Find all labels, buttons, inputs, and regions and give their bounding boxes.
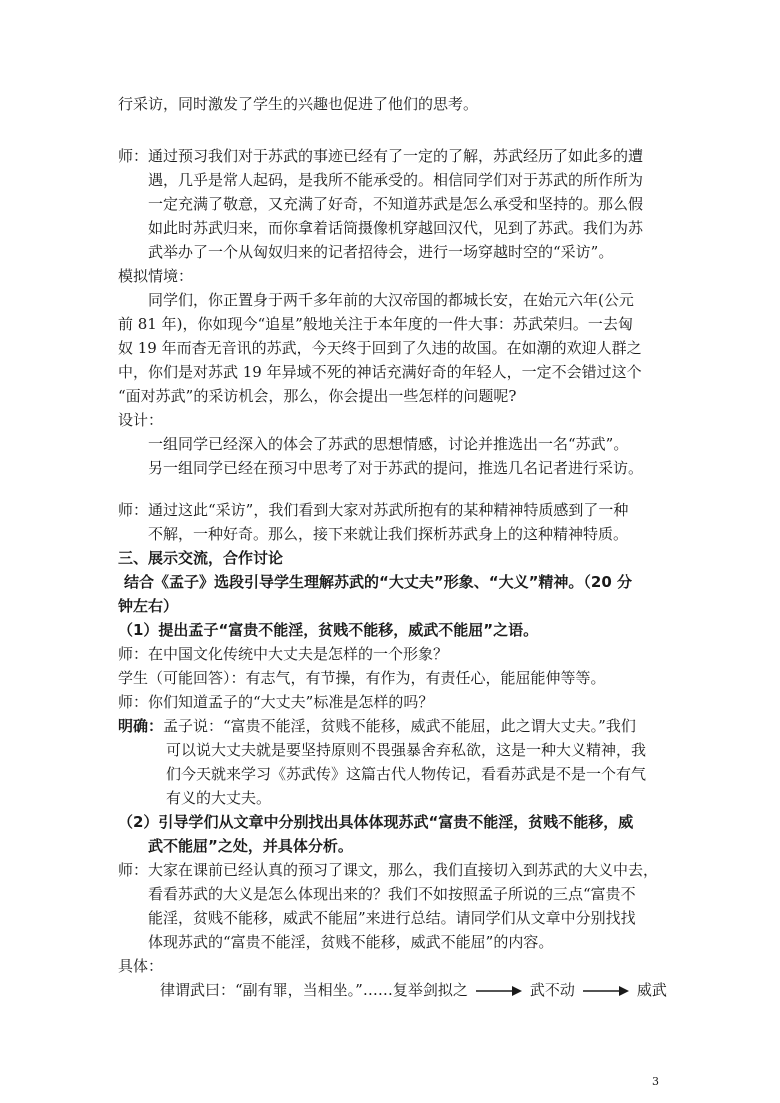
section-heading: 三、展示交流，合作讨论 — [118, 549, 284, 567]
text-line: 体现苏武的“富贵不能淫，贫贱不能移，威武不能屈”的内容。 — [148, 933, 554, 951]
result-text: 威武 — [636, 981, 667, 999]
text-line: 结合《孟子》选段引导学生理解苏武的“大丈夫”形象、“大义”精神。（20 分 — [124, 573, 633, 591]
text-line: 具体： — [118, 957, 164, 975]
text-line: 一定充满了敬意，又充满了好奇，不知道苏武是怎么承受和坚持的。那么假 — [148, 195, 644, 213]
text-line: 师：你们知道孟子的“大丈夫”标准是怎样的吗？ — [118, 693, 434, 711]
text-line: 前 81 年)，你如现今“追星”般地关注于本年度的一件大事：苏武荣归。一去匈 — [118, 315, 633, 333]
text-line — [160, 980, 667, 1000]
text-line: 模拟情境： — [118, 267, 194, 285]
text-line: 学生（可能回答）：有志气，有节操，有作为，有责任心，能屈能伸等等。 — [118, 669, 606, 687]
text-line: 们今天就来学习《苏武传》这篇古代人物传记，看看苏武是不是一个有气 — [166, 765, 647, 783]
text-line — [118, 716, 636, 736]
text-line: 一组同学已经深入的体会了苏武的思想情感，讨论并推选出一名“苏武”。 — [148, 435, 629, 453]
page-number: 3 — [652, 1075, 659, 1088]
text-line: 如此时苏武归来，而你拿着话筒摄像机穿越回汉代，见到了苏武。我们为苏 — [148, 219, 644, 237]
text-line: 遇，几乎是常人起码，是我所不能承受的。相信同学们对于苏武的所作所为 — [148, 171, 644, 189]
text-line: 有义的大丈夫。 — [166, 789, 272, 807]
text-line: 武举办了一个从匈奴归来的记者招待会，进行一场穿越时空的“采访”。 — [148, 243, 614, 261]
text-line: 中，你们是对苏武 19 年异域不死的神话充满好奇的年轻人，一定不会错过这个 — [118, 363, 642, 381]
text-line: 武不能屈”之处，并具体分析。 — [148, 837, 353, 855]
clarify-label: 明确： — [118, 717, 164, 735]
text-line: 可以说大丈夫就是要坚持原则不畏强暴舍弃私欲，这是一种大义精神，我 — [166, 741, 647, 759]
text-line: 设计： — [118, 411, 164, 429]
text-line: 钟左右） — [118, 597, 179, 615]
text-line: 奴 19 年而杳无音讯的苏武，今天终于回到了久违的故国。在如潮的欢迎人群之 — [118, 339, 642, 357]
text-line: 师：通过这此“采访”，我们看到大家对苏武所抱有的某种精神特质感到了一种 — [118, 501, 629, 519]
right-arrow-icon — [583, 985, 629, 997]
text-line: 不解，一种好奇。那么，接下来就让我们探析苏武身上的这种精神特质。 — [148, 525, 629, 543]
text-line: 师：大家在课前已经认真的预习了课文，那么，我们直接切入到苏武的大义中去， — [118, 861, 659, 879]
text-line: 同学们，你正置身于两千多年前的大汉帝国的都城长安，在始元六年(公元 — [148, 291, 634, 309]
text-line: “面对苏武”的采访机会，那么，你会提出一些怎样的问题呢? — [118, 387, 517, 405]
text-line: 师：通过预习我们对于苏武的事迹已经有了一定的了解，苏武经历了如此多的遭 — [118, 147, 644, 165]
subsection-heading: （2）引导学们从文章中分别找出具体体现苏武“富贵不能淫，贫贱不能移，威 — [118, 813, 634, 831]
text-line: 另一组同学已经在预习中思考了对于苏武的提问，推选几名记者进行采访。 — [148, 459, 644, 477]
right-arrow-icon — [476, 985, 522, 997]
text-line: 看看苏武的大义是怎么体现出来的？我们不如按照孟子所说的三点“富贵不 — [148, 885, 636, 903]
text-line: 能淫，贫贱不能移，威武不能屈”来进行总结。请同学们从文章中分别找找 — [148, 909, 636, 927]
clarify-text: 孟子说：“富贵不能淫，贫贱不能移，威武不能屈，此之谓大丈夫。”我们 — [163, 717, 636, 735]
text-line: 师：在中国文化传统中大丈夫是怎样的一个形象？ — [118, 645, 449, 663]
quote-text: 律谓武曰：“副有罪，当相坐。”……复举剑拟之 — [160, 981, 468, 999]
text-line: 行采访，同时激发了学生的兴趣也促进了他们的思考。 — [118, 95, 479, 113]
subsection-heading: （1）提出孟子“富贵不能淫，贫贱不能移，威武不能屈”之语。 — [118, 621, 539, 639]
result-text: 武不动 — [529, 981, 575, 999]
